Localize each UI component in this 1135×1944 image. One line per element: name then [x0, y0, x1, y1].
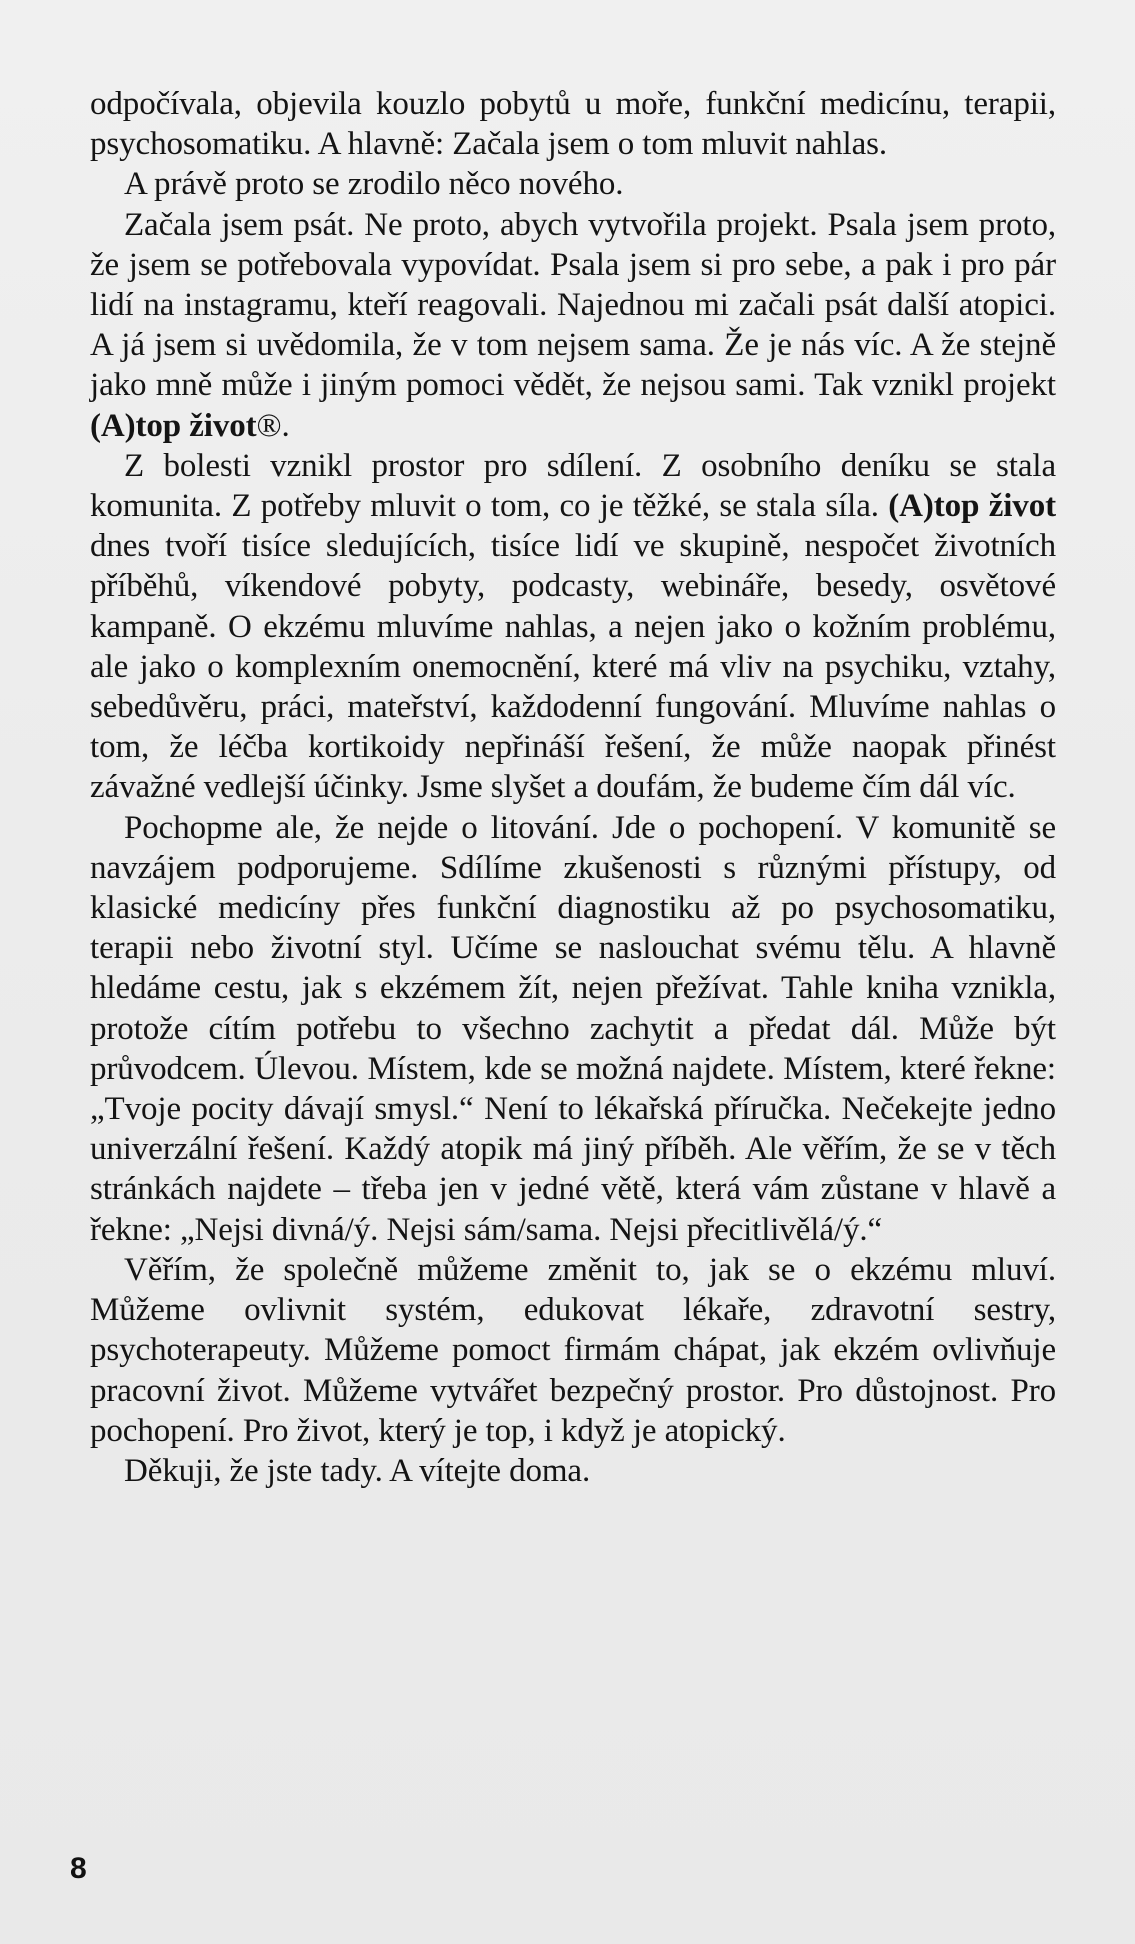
paragraph-2-text: A právě proto se zrodilo něco nového. [124, 166, 624, 203]
project-name-bold: (A)top život [888, 488, 1056, 525]
paragraph-7 [90, 1451, 1056, 1491]
paragraph-3-tail: ®. [256, 407, 290, 444]
paragraph-3 [90, 205, 1056, 446]
paragraph-5-text: Pochopme ale, že nejde o litování. Jde o pochopení. V komunitě se navzájem podporujeme. Sdílíme zkušenosti s různými přístupy, od klasické medicíny přes funkční diagnostiku až po psychosomatiku, terapii nebo životní styl. Učíme se naslouchat svému tělu. A hlavně hledáme cestu, jak s ekzémem žít, nejen přežívat. Tahle kniha vznikla, protože cítím potřebu to všechno zachytit a předat dál. Může být průvodcem. Úlevou. Místem, kde se možná najdete. Místem, které řekne: „Tvoje pocity dávají smysl.“ Není to lékařská příručka. Nečekejte jedno univerzální řešení. Každý atopik má jiný příběh. Ale věřím, že se v těch stránkách najdete – třeba jen v jedné větě, která vám zůstane v hlavě a řekne: „Nejsi divná/ý. Nejsi sám/sama. Nejsi přecitlivělá/ý.“ [90, 809, 1056, 1248]
paragraph-4-tail: dnes tvoří tisíce sledujících, tisíce lidí ve skupině, nespočet životních příběhů, víkendové pobyty, podcasty, webináře, besedy, osvětové kampaně. O ekzému mluvíme nahlas, a nejen jako o kožním problému, ale jako o komplexním onemocnění, které má vliv na psychiku, vztahy, sebedůvěru, práci, mateřství, každodenní fungování. Mluvíme nahlas o tom, že léčba kortikoidy nepřináší řešení, že může naopak přinést závažné vedlejší účinky. Jsme slyšet a doufám, že budeme čím dál víc. [90, 528, 1056, 806]
project-name-bold: (A)top život [90, 407, 257, 444]
paragraph-7-text: Děkuji, že jste tady. A vítejte doma. [124, 1452, 591, 1489]
paragraph-3-text: Začala jsem psát. Ne proto, abych vytvořila projekt. Psala jsem proto, že jsem se potřebovala vypovídat. Psala jsem si pro sebe, a pak i pro pár lidí na instagramu, kteří reagovali. Najednou mi začali psát další atopici. A já jsem si uvědomila, že v tom nejsem sama. Že je nás víc. A že stejně jako mně může i jiným pomoci vědět, že nejsou sami. Tak vznikl projekt [90, 206, 1056, 404]
paragraph-2 [90, 164, 1056, 204]
page-number: 8 [70, 1852, 87, 1885]
paragraph-4 [90, 446, 1056, 808]
paragraph-1 [90, 84, 1056, 164]
paragraph-6 [90, 1250, 1056, 1451]
paragraph-5 [90, 808, 1056, 1250]
paragraph-4-text: Z bolesti vznikl prostor pro sdílení. Z osobního deníku se stala komunita. Z potřeby mluvit o tom, co je těžké, se stala síla. [90, 447, 1056, 525]
paragraph-1-text: odpočívala, objevila kouzlo pobytů u moře, funkční medicínu, terapii, psychosomatiku. A hlavně: Začala jsem o tom mluvit nahlas. [90, 86, 1056, 163]
body-text [90, 84, 1056, 1491]
paragraph-6-text: Věřím, že společně můžeme změnit to, jak se o ekzému mluví. Můžeme ovlivnit systém, edukovat lékaře, zdravotní sestry, psychoterapeuty. Můžeme pomoct firmám chápat, jak ekzém ovlivňuje pracovní život. Můžeme vytvářet bezpečný prostor. Pro důstojnost. Pro pochopení. Pro život, který je top, i když je atopický. [90, 1251, 1056, 1449]
